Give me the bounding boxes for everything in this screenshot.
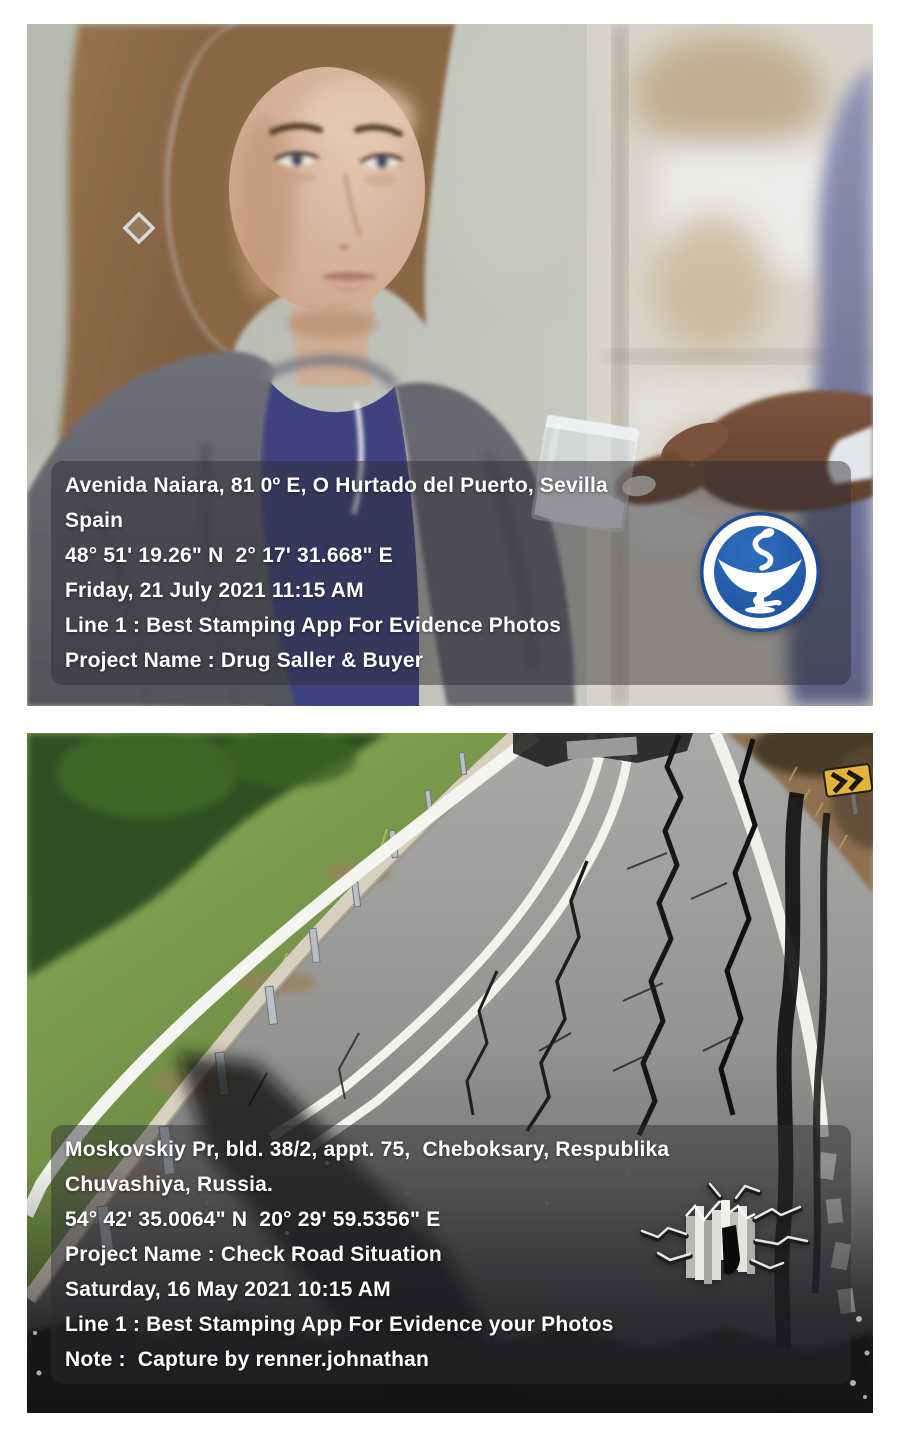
evidence-photo-1 [27,24,873,706]
stamp2-note: Note : Capture by renner.johnathan [65,1348,430,1371]
stamp2-datetime: Saturday, 16 May 2021 10:15 AM [65,1278,391,1301]
stamp1-gps-coordinates: 48° 51' 19.26" N 2° 17' 31.668" E [65,544,393,567]
stamp2-address-line2: Chuvashiya, Russia. [65,1173,274,1196]
stamp1-address-line2: Spain [65,509,124,532]
jaw-shadow [286,310,378,338]
stamp1-project-name: Project Name : Drug Saller & Buyer [65,649,424,672]
stamp1-datetime: Friday, 21 July 2021 11:15 AM [65,579,364,602]
evidence-photo-2 [27,733,873,1413]
stamp1-address-line1: Avenida Naiara, 81 0º E, O Hurtado del Puerto, Sevilla [65,474,608,497]
pharmacy-bowl-of-hygieia-icon [698,510,822,634]
cracked-ground-chasm-icon [640,1180,810,1310]
stamp2-gps-coordinates: 54° 42' 35.0064" N 20° 29' 59.5356" E [65,1208,441,1231]
stamp1-caption-line: Line 1 : Best Stamping App For Evidence Photos [65,614,562,637]
stamp2-caption-line: Line 1 : Best Stamping App For Evidence your Photos [65,1313,614,1336]
stamp2-address-line1: Moskovskiy Pr, bld. 38/2, appt. 75, Cheboksary, Respublika [65,1138,670,1161]
chasm-walls [686,1200,755,1284]
stamp2-project-name: Project Name : Check Road Situation [65,1243,442,1266]
